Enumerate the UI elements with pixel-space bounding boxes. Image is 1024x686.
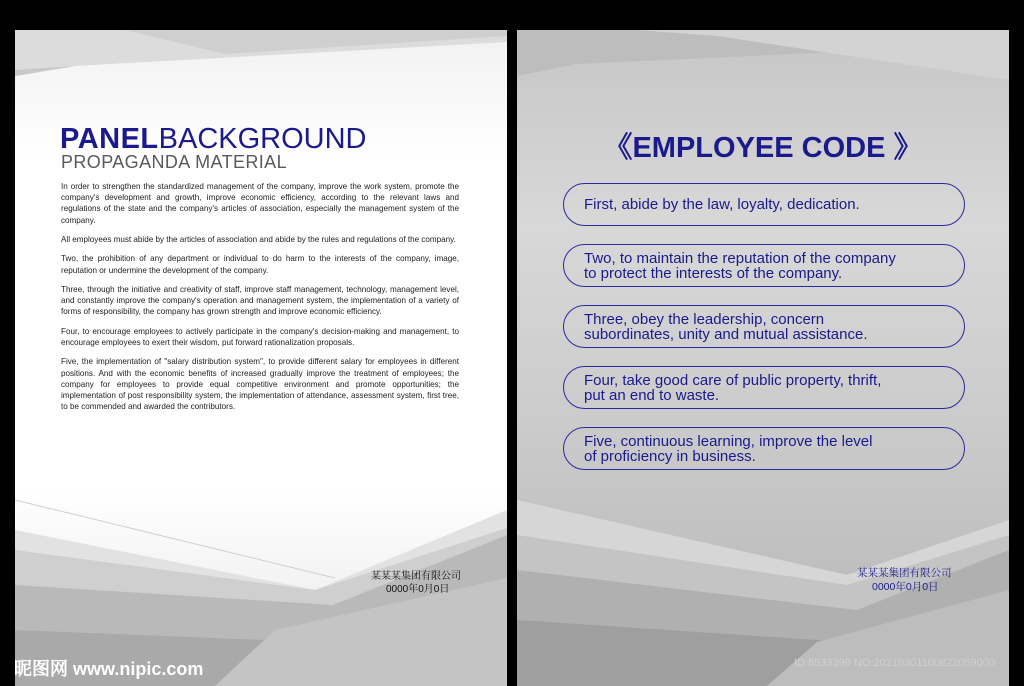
code-item-line: Five, continuous learning, improve the level (584, 432, 873, 450)
company-name: 某某某集团有限公司 (371, 571, 461, 582)
left-panel (15, 30, 507, 686)
code-item-line: put an end to waste. (584, 386, 720, 404)
code-item-line: First, abide by the law, loyalty, dedication. (584, 196, 860, 213)
right-panel (517, 30, 1009, 686)
code-item-line: of proficiency in business. (584, 447, 756, 465)
code-item (563, 305, 965, 348)
site-watermark: 昵图网 www.nipic.com (14, 659, 204, 679)
paragraph: Five, the implementation of "salary distribution system", to provide different salary for employees in different positions. And with the economic benefits of increased gradually improve the treatment of employees; the company for employees to provide equal competitive environment and promote opportunities; the implementation of post responsibility system, the implementation of attendance, assessment system, first tree, to be commended and awarded the contributors. (61, 357, 459, 412)
code-item-line: to protect the interests of the company. (584, 264, 843, 282)
code-item (563, 427, 965, 470)
code-item-line: Three, obey the leadership, concern (584, 310, 825, 328)
employee-code-title: 《EMPLOYEE CODE 》 (603, 132, 923, 164)
code-item (563, 366, 965, 409)
date-text: 0000年0月0日 (386, 584, 450, 595)
title-bold-part: PANEL (60, 123, 159, 155)
paragraph: Three, through the initiative and creativity of staff, improve staff management, technology, management level, and constantly improve the company's operation and management system, the implementation of a variety of forms of responsibility, the company has grown strength and improve economic efficiency. (61, 284, 459, 317)
date-text: 0000年0月0日 (872, 581, 939, 593)
page-subtitle: PROPAGANDA MATERIAL (61, 152, 287, 172)
code-item-line: Two, to maintain the reputation of the company (584, 249, 896, 267)
title-light-part: BACKGROUND (158, 123, 367, 155)
code-item (563, 244, 965, 287)
image-id-watermark: ID:8533399 NO:20210301100822059000 (794, 657, 996, 669)
code-item-line: subordinates, unity and mutual assistance. (584, 325, 868, 343)
code-item (563, 183, 965, 226)
paragraph: All employees must abide by the articles of association and abide by the rules and regulations of the company. (61, 235, 456, 244)
paragraph: In order to strengthen the standardized management of the company, improve the work system, promote the company's development and growth, improve economic efficiency, according to the relevant laws and regulations of the state and the company's articles of association, especially the management system of the company. (61, 182, 459, 225)
body-text (61, 181, 459, 421)
company-name: 某某某集团有限公司 (857, 567, 952, 579)
paragraph: Four, to encourage employees to actively participate in the company's decision-making and management, to encourage employees to exert their wisdom, put forward rationalization proposals. (61, 326, 459, 347)
code-item-line: Four, take good care of public property, thrift, (584, 371, 882, 389)
paragraph: Two, the prohibition of any department or individual to do harm to the interests of the company, image, reputation or undermine the development of the company. (61, 254, 459, 275)
